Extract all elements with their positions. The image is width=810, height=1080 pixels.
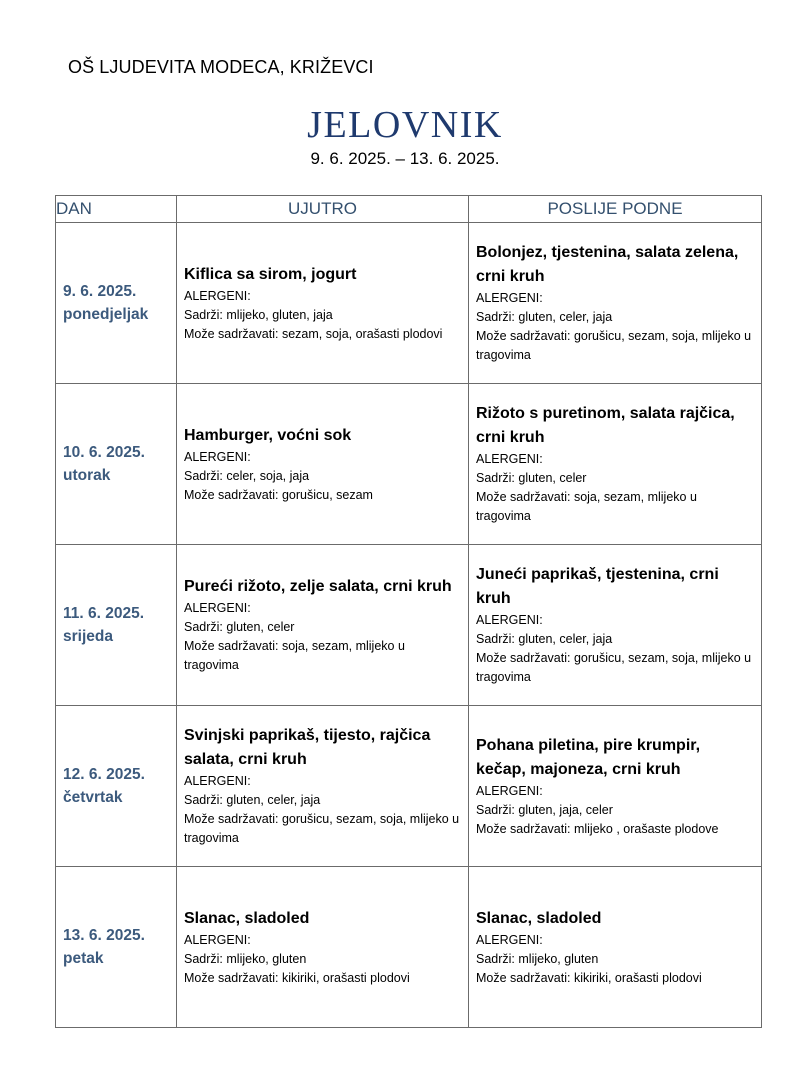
dish-name: Kiflica sa sirom, jogurt <box>184 265 357 283</box>
day-weekday: petak <box>63 950 104 967</box>
dish-name: Slanac, sladoled <box>476 909 602 927</box>
day-weekday: utorak <box>63 467 111 484</box>
allergens-contains: Sadrži: mlijeko, gluten <box>184 951 307 966</box>
allergens-contains: Sadrži: gluten, celer, jaja <box>476 632 613 646</box>
day-date: 10. 6. 2025. <box>63 444 145 461</box>
date-range: 9. 6. 2025. – 13. 6. 2025. <box>310 149 500 168</box>
allergens-contains: Sadrži: celer, soja, jaja <box>184 468 310 483</box>
table-row <box>56 223 762 384</box>
dish-name: Hamburger, voćni sok <box>184 426 352 444</box>
allergens-may-contain: Može sadržavati: kikiriki, orašasti plodovi <box>184 970 410 985</box>
allergens-may-contain: Može sadržavati: gorušicu, sezam <box>184 487 373 502</box>
allergens-may-contain: Može sadržavati: kikiriki, orašasti plodovi <box>476 970 702 985</box>
afternoon-cell <box>469 867 762 1028</box>
morning-cell <box>177 384 469 545</box>
allergens-contains: Sadrži: gluten, celer, jaja <box>184 793 321 807</box>
morning-cell <box>177 545 469 706</box>
school-name: OŠ LJUDEVITA MODECA, KRIŽEVCI <box>68 57 374 77</box>
afternoon-cell <box>469 223 762 384</box>
day-weekday: srijeda <box>63 628 113 645</box>
dish-name: Pohana piletina, pire krumpir, kečap, majoneza, crni kruh <box>476 736 701 778</box>
allergens-contains: Sadrži: gluten, jaja, celer <box>476 802 613 817</box>
day-date: 9. 6. 2025. <box>63 283 137 300</box>
allergens-label: ALERGENI: <box>476 783 543 798</box>
allergens-label: ALERGENI: <box>184 774 251 788</box>
dish-name: Pureći rižoto, zelje salata, crni kruh <box>184 578 452 595</box>
header-morning: UJUTRO <box>177 196 469 223</box>
dish-name: Juneći paprikaš, tjestenina, crni kruh <box>476 566 719 607</box>
allergens-label: ALERGENI: <box>476 932 543 947</box>
allergens-contains: Sadrži: gluten, celer <box>476 471 587 485</box>
menu-table <box>55 195 762 1028</box>
afternoon-cell <box>469 384 762 545</box>
dish-name: Svinjski paprikaš, tijesto, rajčica salata, crni kruh <box>184 727 431 768</box>
table-row <box>56 706 762 867</box>
afternoon-cell <box>469 706 762 867</box>
dish-name: Slanac, sladoled <box>184 909 310 927</box>
dish-name: Bolonjez, tjestenina, salata zelena, crni kruh <box>476 244 739 285</box>
day-date: 12. 6. 2025. <box>63 766 145 783</box>
day-cell <box>56 384 177 545</box>
page-title: JELOVNIK <box>307 104 503 146</box>
morning-cell <box>177 706 469 867</box>
table-header-row <box>56 196 762 223</box>
morning-cell <box>177 867 469 1028</box>
table-row <box>56 867 762 1028</box>
allergens-may-contain: Može sadržavati: gorušicu, sezam, soja, mlijeko u tragovima <box>476 651 752 684</box>
header-day: DAN <box>56 196 177 223</box>
allergens-label: ALERGENI: <box>184 288 251 303</box>
header-afternoon: POSLIJE PODNE <box>469 196 762 223</box>
table-row <box>56 545 762 706</box>
allergens-label: ALERGENI: <box>476 291 543 305</box>
allergens-label: ALERGENI: <box>476 613 543 627</box>
day-cell <box>56 545 177 706</box>
day-weekday: ponedjeljak <box>63 306 149 323</box>
table-row <box>56 384 762 545</box>
allergens-may-contain: Može sadržavati: soja, sezam, mlijeko u tragovima <box>476 490 697 523</box>
allergens-may-contain: Može sadržavati: gorušicu, sezam, soja, mlijeko u tragovima <box>476 329 752 362</box>
allergens-label: ALERGENI: <box>476 452 543 466</box>
allergens-may-contain: Može sadržavati: soja, sezam, mlijeko u tragovima <box>184 639 405 672</box>
allergens-contains: Sadrži: gluten, celer <box>184 620 295 634</box>
day-date: 13. 6. 2025. <box>63 927 145 944</box>
allergens-may-contain: Može sadržavati: sezam, soja, orašasti plodovi <box>184 326 443 341</box>
allergens-may-contain: Može sadržavati: mlijeko , orašaste plodove <box>476 821 719 836</box>
day-weekday: četvrtak <box>63 789 123 806</box>
allergens-contains: Sadrži: mlijeko, gluten <box>476 951 599 966</box>
day-cell <box>56 223 177 384</box>
day-cell <box>56 706 177 867</box>
allergens-label: ALERGENI: <box>184 601 251 615</box>
allergens-contains: Sadrži: gluten, celer, jaja <box>476 310 613 324</box>
morning-cell <box>177 223 469 384</box>
allergens-label: ALERGENI: <box>184 932 251 947</box>
allergens-may-contain: Može sadržavati: gorušicu, sezam, soja, mlijeko u tragovima <box>184 812 460 845</box>
allergens-contains: Sadrži: mlijeko, gluten, jaja <box>184 307 333 322</box>
day-date: 11. 6. 2025. <box>63 605 145 622</box>
afternoon-cell <box>469 545 762 706</box>
dish-name: Rižoto s puretinom, salata rajčica, crni kruh <box>476 405 735 446</box>
allergens-label: ALERGENI: <box>184 449 251 464</box>
day-cell <box>56 867 177 1028</box>
